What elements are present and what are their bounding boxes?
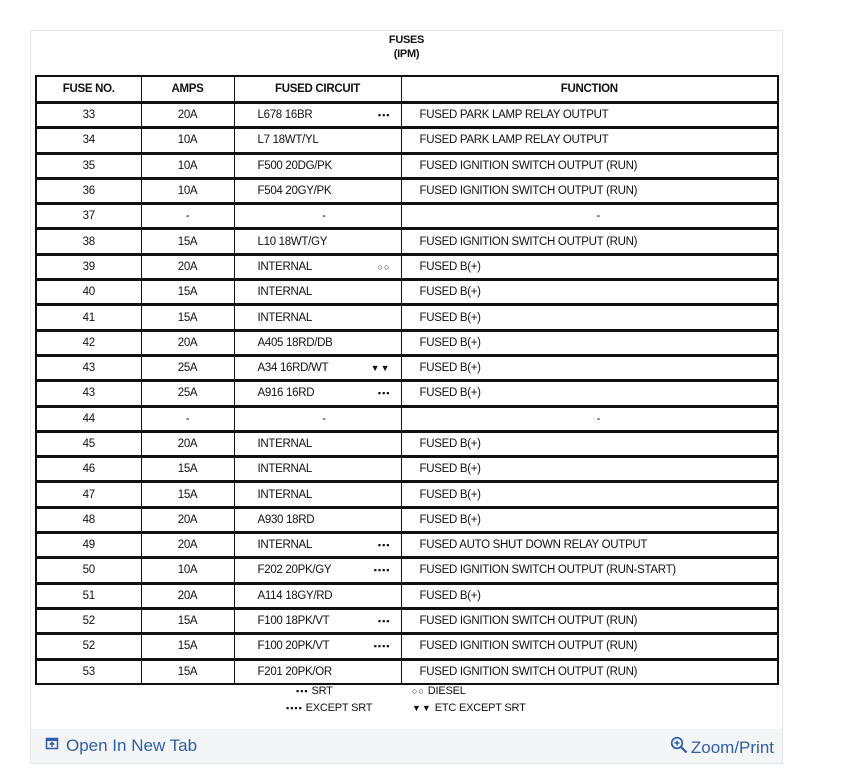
circuit-text: A114 18GY/RD [257,589,333,602]
fuse-no-cell: 51 [36,583,141,608]
header-fused-circuit: FUSED CIRCUIT [234,76,401,103]
circuit-text: F100 20PK/VT [257,640,330,653]
function-cell: - [401,406,778,431]
fused-circuit-cell [234,533,401,558]
fused-circuit-cell [234,153,401,178]
etc-label: ETC EXCEPT SRT [434,702,526,714]
amps-cell: 20A [141,507,234,532]
circuit-text: F500 20DG/PK [257,159,332,172]
open-in-new-tab-button[interactable] [45,736,197,756]
fused-circuit-cell [234,457,401,482]
circuit-text: INTERNAL [257,260,312,273]
fused-circuit-cell [234,103,401,128]
function-cell: FUSED B(+) [401,254,778,279]
legend-except-srt [286,702,372,714]
fuse-no-cell: 39 [36,254,141,279]
amps-cell: 15A [141,229,234,254]
table-row [36,280,778,305]
title-text: FUSES [388,34,425,46]
circuit-mark: ○○ [377,261,391,272]
circuit-mark: ▪▪▪ [377,540,391,551]
amps-cell: 25A [141,381,234,406]
circuit-text: INTERNAL [257,286,312,299]
fused-circuit-cell [234,254,401,279]
circuit-mark: ▪▪▪▪ [373,565,391,576]
zoom-in-icon [670,736,688,759]
fused-circuit-cell [234,280,401,305]
function-cell: FUSED IGNITION SWITCH OUTPUT (RUN-START) [401,558,778,583]
fused-circuit-cell [234,482,401,507]
fuse-no-cell: 49 [36,533,141,558]
circuit-text: INTERNAL [257,488,312,501]
fused-circuit-cell [234,128,401,153]
circuit-text: L678 16BR [257,109,313,122]
table-row [36,153,778,178]
amps-cell: 15A [141,608,234,633]
zoom-print-button[interactable] [670,736,774,759]
circuit-mark: ▪▪▪ [377,110,391,121]
diesel-mark: ○○ [412,686,425,696]
function-cell: FUSED B(+) [401,381,778,406]
fused-circuit-cell [234,330,401,355]
function-cell: FUSED IGNITION SWITCH OUTPUT (RUN) [401,229,778,254]
table-row [36,406,778,431]
fuse-no-cell: 37 [36,204,141,229]
table-row [36,558,778,583]
circuit-text: INTERNAL [257,311,312,324]
fuse-no-cell: 33 [36,103,141,128]
amps-cell: 20A [141,330,234,355]
document-viewer [30,30,783,764]
function-cell: - [401,204,778,229]
circuit-text: L7 18WT/YL [257,134,319,147]
fused-circuit-cell [234,583,401,608]
circuit-text: INTERNAL [257,438,312,450]
amps-cell: 15A [141,457,234,482]
fuse-no-cell: 43 [36,355,141,380]
table-row [36,355,778,380]
open-in-new-tab-label: Open In New Tab [66,736,198,755]
fused-circuit-cell [234,305,401,330]
table-header-row [36,76,778,103]
function-cell: FUSED B(+) [401,330,778,355]
table-row [36,381,778,406]
table-row [36,128,778,153]
circuit-text: A34 16RD/WT [257,362,329,375]
fused-circuit-cell [234,608,401,633]
fuse-no-cell: 45 [36,431,141,456]
table-row [36,330,778,355]
circuit-text: A405 18RD/DB [257,336,333,349]
function-cell: FUSED B(+) [401,507,778,532]
function-cell: FUSED IGNITION SWITCH OUTPUT (RUN) [401,659,778,684]
fuse-no-cell: 42 [36,330,141,355]
document-title [31,33,782,61]
function-cell: FUSED B(+) [401,482,778,507]
table-row [36,634,778,659]
circuit-text: A930 18RD [257,513,315,526]
srt-mark: ▪▪▪ [296,686,309,696]
circuit-text: F201 20PK/OR [257,665,332,678]
header-function: FUNCTION [401,76,778,103]
function-cell: FUSED AUTO SHUT DOWN RELAY OUTPUT [401,533,778,558]
table-row [36,229,778,254]
table-row [36,103,778,128]
amps-cell: 10A [141,153,234,178]
circuit-text: INTERNAL [257,539,312,552]
except-srt-label: EXCEPT SRT [305,702,373,714]
amps-cell: 15A [141,305,234,330]
function-cell: FUSED IGNITION SWITCH OUTPUT (RUN) [401,634,778,659]
fused-circuit-cell [234,406,401,431]
diesel-label: DIESEL [427,685,466,697]
amps-cell: 15A [141,634,234,659]
etc-mark: ▼▼ [412,703,432,713]
fuse-no-cell: 53 [36,659,141,684]
amps-cell: 15A [141,280,234,305]
amps-cell: 25A [141,355,234,380]
function-cell: FUSED IGNITION SWITCH OUTPUT (RUN) [401,178,778,203]
header-amps: AMPS [141,76,234,103]
legend-srt [296,685,333,697]
function-cell: FUSED B(+) [401,457,778,482]
function-cell: FUSED IGNITION SWITCH OUTPUT (RUN) [401,153,778,178]
amps-cell: 10A [141,558,234,583]
fused-circuit-cell [234,178,401,203]
function-cell: FUSED B(+) [401,280,778,305]
table-row [36,178,778,203]
fuse-no-cell: 34 [36,128,141,153]
table-row [36,204,778,229]
fuse-no-cell: 41 [36,305,141,330]
circuit-text: INTERNAL [257,463,312,476]
table-row [36,608,778,633]
amps-cell: - [141,406,234,431]
fuse-no-cell: 40 [36,280,141,305]
subtitle-text: (IPM) [393,48,420,60]
fused-circuit-cell [234,507,401,532]
table-row [36,305,778,330]
legend-diesel [412,685,466,697]
amps-cell: 15A [141,659,234,684]
srt-label: SRT [311,685,333,697]
function-cell: FUSED PARK LAMP RELAY OUTPUT [401,128,778,153]
fused-circuit-cell [234,558,401,583]
fuse-no-cell: 47 [36,482,141,507]
table-row [36,431,778,456]
circuit-text: F504 20GY/PK [257,185,332,198]
fuse-no-cell: 43 [36,381,141,406]
fused-circuit-cell [234,355,401,380]
fuse-no-cell: 36 [36,178,141,203]
function-cell: FUSED PARK LAMP RELAY OUTPUT [401,103,778,128]
amps-cell: 20A [141,431,234,456]
amps-cell: 20A [141,533,234,558]
fuse-no-cell: 44 [36,406,141,431]
fuse-table [35,75,779,685]
function-cell: FUSED IGNITION SWITCH OUTPUT (RUN) [401,608,778,633]
except-srt-mark: ▪▪▪▪ [286,703,303,713]
table-row [36,533,778,558]
circuit-text: F202 20PK/GY [257,564,332,577]
fused-circuit-cell [234,229,401,254]
circuit-mark: ▪▪▪▪ [373,641,391,652]
fused-circuit-cell [234,634,401,659]
zoom-print-label: Zoom/Print [690,737,774,757]
circuit-text: - [322,412,326,425]
external-link-icon [45,736,60,756]
amps-cell: 10A [141,128,234,153]
fused-circuit-cell [234,204,401,229]
circuit-text: L10 18WT/GY [257,235,328,248]
amps-cell: - [141,204,234,229]
fuse-no-cell: 50 [36,558,141,583]
table-row [36,254,778,279]
amps-cell: 20A [141,583,234,608]
table-row [36,583,778,608]
viewer-footer [31,729,782,763]
table-body [36,103,778,684]
circuit-mark: ▼▼ [370,363,391,374]
legend-etc [412,702,526,714]
fuse-no-cell: 48 [36,507,141,532]
fuse-no-cell: 52 [36,608,141,633]
function-cell: FUSED B(+) [401,583,778,608]
fuse-no-cell: 35 [36,153,141,178]
fused-circuit-cell [234,659,401,684]
circuit-text: F100 18PK/VT [257,615,330,628]
circuit-mark: ▪▪▪ [377,388,391,399]
circuit-text: A916 16RD [257,387,315,400]
fuse-no-cell: 52 [36,634,141,659]
function-cell: FUSED B(+) [401,431,778,456]
table-row [36,507,778,532]
circuit-text: - [322,210,326,223]
amps-cell: 20A [141,103,234,128]
amps-cell: 15A [141,482,234,507]
fuse-no-cell: 46 [36,457,141,482]
fused-circuit-cell [234,381,401,406]
table-row [36,659,778,684]
amps-cell: 10A [141,178,234,203]
circuit-mark: ▪▪▪ [377,616,391,627]
amps-cell: 20A [141,254,234,279]
header-fuse-no: FUSE NO. [36,76,141,103]
table-row [36,457,778,482]
table-row [36,482,778,507]
function-cell: FUSED B(+) [401,305,778,330]
function-cell: FUSED B(+) [401,355,778,380]
fused-circuit-cell [234,431,401,456]
fuse-no-cell: 38 [36,229,141,254]
